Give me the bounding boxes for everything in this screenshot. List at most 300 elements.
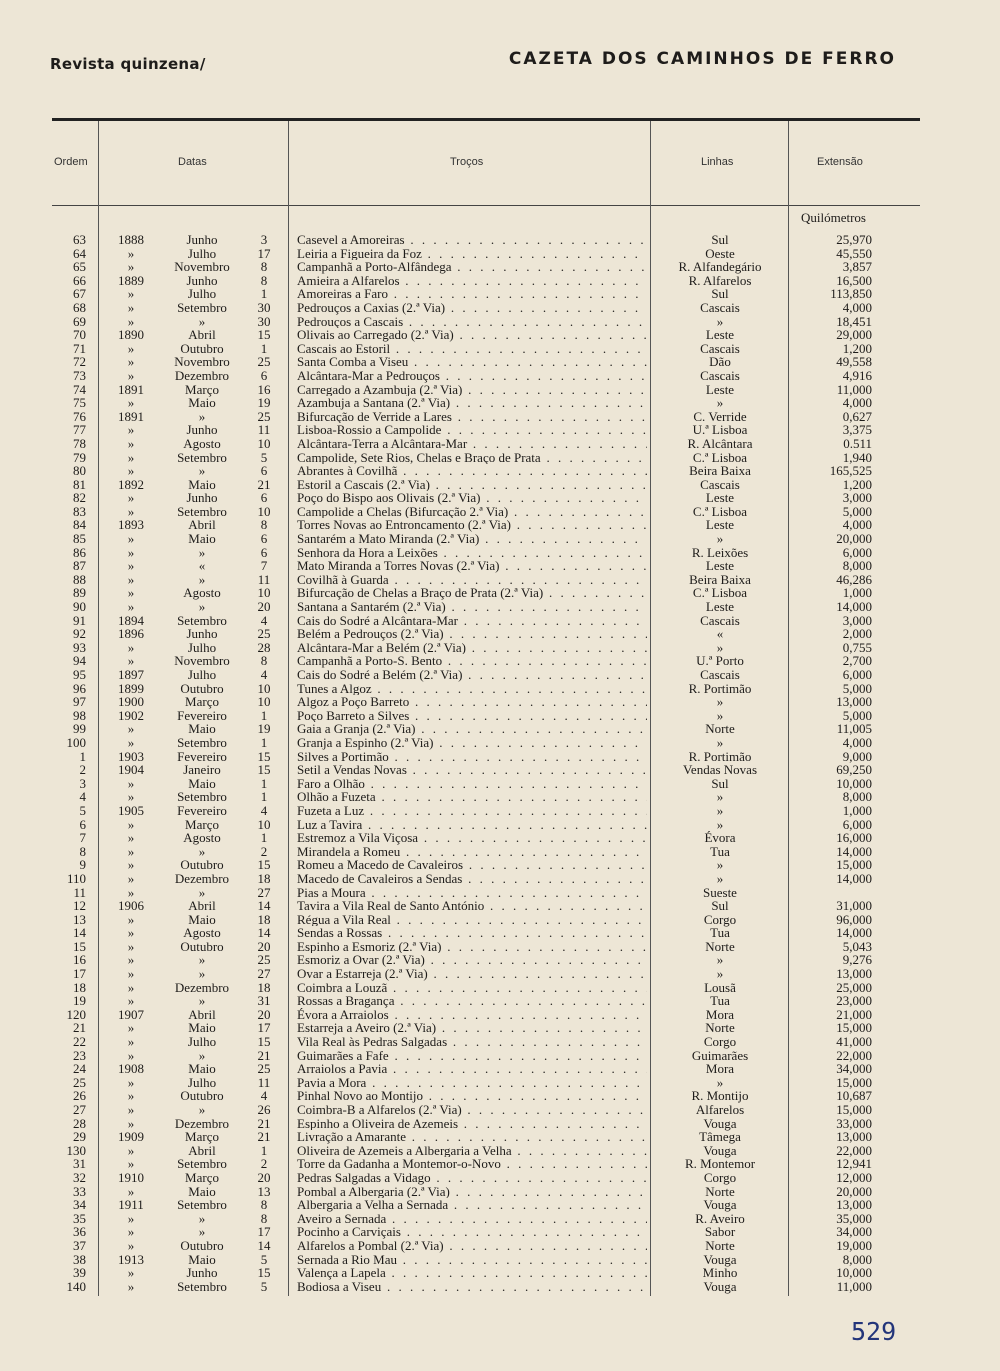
row-ordem: 85 [73, 531, 86, 547]
row-linha: Cascais [700, 340, 740, 356]
table-row [0, 451, 1000, 465]
row-mes: Abril [188, 1006, 216, 1022]
row-dia: 30 [257, 313, 271, 329]
row-dia: 8 [260, 517, 268, 533]
row-ano: » [127, 354, 135, 370]
row-mes: Novembro [174, 259, 230, 275]
row-ordem: 33 [73, 1183, 86, 1199]
row-mes: Abril [188, 1142, 216, 1158]
row-ordem: 4 [79, 789, 86, 805]
row-extensao: 3,000 [842, 490, 872, 506]
row-ano: 1893 [118, 517, 144, 533]
row-mes: » [198, 966, 206, 982]
row-extensao: 4,000 [842, 395, 872, 411]
row-ano: » [127, 490, 135, 506]
row-linha: Norte [705, 721, 735, 737]
row-ordem: 130 [66, 1142, 86, 1158]
row-linha: Leste [705, 381, 735, 397]
row-extensao: 113,850 [830, 286, 872, 302]
row-mes: » [198, 884, 206, 900]
row-ano: » [127, 367, 135, 383]
row-ordem: 12 [73, 898, 86, 914]
row-mes: Abril [188, 517, 216, 533]
row-troco: Pinhal Novo ao Montijo . . . [297, 1089, 647, 1103]
row-dia: 25 [257, 408, 271, 424]
row-linha: R. Alfarelos [688, 272, 752, 288]
row-mes: Outubro [180, 1088, 224, 1104]
row-dia: 1 [260, 286, 268, 302]
row-dia: 10 [257, 503, 271, 519]
table-row [0, 1171, 1000, 1185]
row-mes: Julho [187, 1074, 217, 1090]
row-troco: Campolide, Sete Rios, Chelas e Braço de Prata . . . [297, 451, 647, 465]
row-ordem: 17 [73, 966, 86, 982]
row-mes: Março [185, 1129, 219, 1145]
row-extensao: 11,000 [836, 381, 872, 397]
row-linha: Vouga [703, 1142, 737, 1158]
row-extensao: 96,000 [836, 911, 872, 927]
row-mes: Junho [186, 272, 218, 288]
table-row [0, 1130, 1000, 1144]
row-extensao: 25,970 [836, 232, 872, 247]
row-dia: 4 [260, 612, 268, 628]
row-troco: Bifurcação de Chelas a Braço de Prata (2.ª Via) . . . [297, 586, 647, 600]
row-linha: » [716, 1074, 724, 1090]
row-extensao: 13,000 [836, 694, 872, 710]
row-ordem: 38 [73, 1251, 86, 1267]
unit-label: Quilómetros [801, 210, 866, 225]
row-mes: « [198, 558, 206, 574]
row-extensao: 69,250 [836, 762, 872, 778]
journal-title: CAZETA DOS CAMINHOS DE FERRO [508, 49, 896, 69]
row-extensao: 45,550 [836, 245, 872, 261]
row-troco: Setil a Vendas Novas . . . [297, 763, 647, 777]
row-ano: » [127, 966, 135, 982]
row-mes: » [198, 1210, 206, 1226]
row-ordem: 76 [73, 408, 86, 424]
row-ordem: 34 [73, 1197, 86, 1213]
row-dia: 5 [260, 1278, 268, 1294]
row-linha: C.ª Lisboa [692, 585, 748, 601]
row-extensao: 10,000 [836, 1265, 872, 1281]
row-ordem: 97 [73, 694, 86, 710]
row-ano: » [127, 571, 135, 587]
row-extensao: 23,000 [836, 993, 872, 1009]
row-extensao: 13,000 [836, 966, 872, 982]
row-ordem: 68 [73, 299, 86, 315]
row-linha: » [716, 952, 724, 968]
table-row [0, 1280, 1000, 1294]
row-ano: » [127, 843, 135, 859]
table-row [0, 1266, 1000, 1280]
row-extensao: 4,000 [842, 517, 872, 533]
row-linha: Cascais [700, 667, 740, 682]
row-ano: » [127, 1265, 135, 1281]
row-troco: Pedrouços a Caxias (2.ª Via) . . . [297, 301, 647, 315]
row-troco: Campanhã a Porto-Alfândega . . . [297, 260, 647, 274]
row-troco: Poço Barreto a Silves . . . [297, 709, 647, 723]
row-extensao: 1,200 [842, 476, 872, 492]
row-linha: » [716, 639, 724, 655]
row-troco: Espinho a Esmoriz (2.ª Via) . . . [297, 940, 647, 954]
row-mes: Junho [186, 1265, 218, 1281]
row-ano: » [127, 884, 135, 900]
row-troco: Albergaria a Velha a Sernada . . . [297, 1198, 647, 1212]
row-troco: Pedrouços a Cascais . . . [297, 315, 647, 329]
row-ano: 1908 [118, 1061, 144, 1077]
row-extensao: 20,000 [836, 1183, 872, 1199]
table-row [0, 668, 1000, 682]
row-dia: 10 [257, 694, 271, 710]
row-linha: Corgo [703, 911, 737, 927]
row-mes: Dezembro [174, 1115, 230, 1131]
table-row [0, 532, 1000, 546]
row-extensao: 15,000 [836, 1020, 872, 1036]
row-dia: 16 [257, 381, 271, 397]
railway-table-body [0, 233, 1000, 1293]
table-row [0, 899, 1000, 913]
row-ordem: 93 [73, 639, 86, 655]
row-ano: 1905 [118, 802, 144, 818]
row-mes: Agosto [183, 435, 221, 451]
row-ano: » [127, 857, 135, 873]
row-extensao: 18,451 [836, 313, 872, 329]
row-extensao: 5,000 [842, 503, 872, 519]
table-row [0, 913, 1000, 927]
row-troco: Pocinho a Carviçais . . . [297, 1225, 647, 1239]
row-extensao: 4,000 [842, 734, 872, 750]
row-ordem: 64 [73, 245, 86, 261]
row-linha: Sul [711, 286, 729, 302]
row-troco: Tavira a Vila Real de Santo António . . . [297, 899, 647, 913]
row-linha: Mora [705, 1006, 735, 1022]
row-troco: Torre da Gadanha a Montemor-o-Novo . . . [297, 1157, 647, 1171]
row-ano: » [127, 952, 135, 968]
row-dia: 6 [260, 367, 268, 383]
row-ano: » [127, 1278, 135, 1294]
row-linha: Alfarelos [695, 1102, 745, 1117]
row-mes: Fevereiro [177, 802, 227, 818]
row-ano: » [127, 1183, 135, 1199]
row-extensao: 20,000 [836, 531, 872, 547]
row-ordem: 6 [79, 816, 86, 832]
row-dia: 25 [257, 354, 271, 370]
row-ordem: 14 [73, 925, 86, 941]
row-ordem: 71 [73, 340, 86, 356]
row-extensao: 9,000 [842, 748, 872, 764]
row-ano: 1889 [118, 272, 144, 288]
row-dia: 25 [257, 1061, 271, 1077]
row-ordem: 35 [73, 1210, 86, 1226]
row-linha: Mora [705, 1061, 735, 1077]
row-extensao: 3,000 [842, 612, 872, 628]
table-row [0, 287, 1000, 301]
row-dia: 18 [257, 979, 271, 995]
row-dia: 17 [257, 1224, 271, 1240]
row-linha: Sabor [704, 1224, 736, 1240]
row-extensao: 14,000 [836, 843, 872, 859]
row-extensao: 8,000 [842, 558, 872, 574]
row-ordem: 24 [73, 1061, 86, 1077]
row-ordem: 83 [73, 503, 86, 519]
row-ano: » [127, 531, 135, 547]
table-row [0, 1157, 1000, 1171]
row-ordem: 120 [66, 1006, 86, 1022]
row-troco: Azambuja a Santana (2.ª Via) . . . [297, 396, 647, 410]
table-row [0, 600, 1000, 614]
row-extensao: 15,000 [836, 1074, 872, 1090]
row-dia: 25 [257, 952, 271, 968]
row-mes: » [198, 843, 206, 859]
row-linha: Tua [710, 843, 730, 859]
row-mes: Outubro [180, 857, 224, 873]
row-troco: Covilhã à Guarda . . . [297, 573, 647, 587]
row-ano: 1904 [118, 762, 144, 778]
row-extensao: 21,000 [836, 1006, 872, 1022]
table-row [0, 464, 1000, 478]
row-extensao: 15,000 [836, 1102, 872, 1117]
row-ano: » [127, 911, 135, 927]
row-ano: 1906 [118, 898, 144, 914]
table-row [0, 505, 1000, 519]
row-linha: Corgo [703, 1034, 737, 1050]
row-ano: 1909 [118, 1129, 144, 1145]
row-mes: Outubro [180, 1237, 224, 1253]
row-dia: 31 [257, 993, 271, 1009]
row-extensao: 19,000 [836, 1237, 872, 1253]
row-extensao: 6,000 [842, 816, 872, 832]
row-troco: Rossas a Bragança . . . [297, 994, 647, 1008]
row-troco: Espinho a Oliveira de Azemeis . . . [297, 1117, 647, 1131]
row-ordem: 63 [73, 232, 86, 247]
row-ordem: 13 [73, 911, 86, 927]
row-extensao: 4,916 [842, 367, 872, 383]
row-ordem: 88 [73, 571, 86, 587]
row-extensao: 1,000 [842, 802, 872, 818]
row-mes: Setembro [177, 1156, 227, 1172]
row-dia: 20 [257, 1006, 271, 1022]
row-dia: 10 [257, 680, 271, 696]
row-dia: 6 [260, 463, 268, 479]
row-ano: » [127, 1034, 135, 1050]
row-extensao: 5,000 [842, 680, 872, 696]
row-ano: 1894 [118, 612, 144, 628]
row-mes: Outubro [180, 340, 224, 356]
row-ordem: 2 [79, 762, 86, 778]
row-linha: R. Aveiro [695, 1210, 745, 1226]
row-ano: » [127, 1224, 135, 1240]
row-linha: Évora [704, 830, 736, 846]
row-troco: Vila Real às Pedras Salgadas . . . [297, 1035, 647, 1049]
header-extensao: Extensão [817, 156, 863, 168]
row-mes: Outubro [180, 938, 224, 954]
row-dia: 13 [257, 1183, 271, 1199]
row-ano: 1911 [118, 1197, 144, 1213]
row-linha: Vouga [703, 1197, 737, 1213]
row-troco: Torres Novas ao Entroncamento (2.ª Via) . . . [297, 518, 647, 532]
row-troco: Estremoz a Vila Viçosa . . . [297, 831, 647, 845]
row-dia: 4 [260, 1088, 268, 1104]
row-linha: » [716, 395, 724, 411]
row-dia: 18 [257, 911, 271, 927]
row-ordem: 1 [79, 748, 86, 764]
table-row [0, 790, 1000, 804]
row-troco: Granja a Espinho (2.ª Via) . . . [297, 736, 647, 750]
row-mes: Junho [186, 626, 218, 642]
table-row [0, 1008, 1000, 1022]
row-extensao: 13,000 [836, 1129, 872, 1145]
row-ano: » [127, 286, 135, 302]
row-extensao: 16,000 [836, 830, 872, 846]
table-row [0, 423, 1000, 437]
row-troco: Olhão a Fuzeta . . . [297, 790, 647, 804]
row-extensao: 11,005 [836, 721, 872, 737]
row-dia: 20 [257, 938, 271, 954]
row-mes: » [198, 1224, 206, 1240]
row-troco: Coimbra-B a Alfarelos (2.ª Via) . . . [297, 1103, 647, 1117]
row-mes: Novembro [174, 354, 230, 370]
row-mes: » [198, 313, 206, 329]
table-row [0, 315, 1000, 329]
row-extensao: 12,941 [836, 1156, 872, 1172]
row-mes: Janeiro [183, 762, 221, 778]
row-ano: 1890 [118, 327, 144, 343]
row-extensao: 5,043 [842, 938, 872, 954]
row-ordem: 98 [73, 707, 86, 723]
table-row [0, 1225, 1000, 1239]
row-dia: 11 [257, 422, 271, 438]
row-ano: 1907 [118, 1006, 144, 1022]
row-ordem: 110 [66, 870, 86, 886]
row-extensao: 16,500 [836, 272, 872, 288]
row-troco: Carregado a Azambuja (2.ª Via) . . . [297, 383, 647, 397]
row-mes: Dezembro [174, 979, 230, 995]
row-ano: » [127, 1102, 135, 1117]
row-extensao: 33,000 [836, 1115, 872, 1131]
row-troco: Abrantes à Covilhã . . . [297, 464, 647, 478]
row-troco: Algoz a Poço Barreto . . . [297, 695, 647, 709]
row-ano: » [127, 938, 135, 954]
row-ordem: 81 [73, 476, 86, 492]
row-ano: » [127, 993, 135, 1009]
row-extensao: 14,000 [836, 599, 872, 615]
row-dia: 27 [257, 966, 271, 982]
row-troco: Olivais ao Carregado (2.ª Via) . . . [297, 328, 647, 342]
row-linha: R. Portimão [688, 680, 752, 696]
table-row [0, 709, 1000, 723]
row-ano: » [127, 1088, 135, 1104]
row-ordem: 73 [73, 367, 86, 383]
row-troco: Silves a Portimão . . . [297, 750, 647, 764]
row-troco: Leiria a Figueira da Foz . . . [297, 247, 647, 261]
row-mes: Maio [188, 1251, 216, 1267]
table-row [0, 1212, 1000, 1226]
row-mes: » [198, 1047, 206, 1063]
row-extensao: 5,000 [842, 707, 872, 723]
row-extensao: 10,687 [836, 1088, 872, 1104]
row-ordem: 69 [73, 313, 86, 329]
row-troco: Alcântara-Mar a Pedrouços . . . [297, 369, 647, 383]
row-mes: Abril [188, 898, 216, 914]
row-linha: Minho [702, 1265, 738, 1281]
row-mes: Junho [186, 422, 218, 438]
page-number: 529 [851, 1317, 897, 1346]
row-ano: » [127, 870, 135, 886]
row-troco: Coimbra a Louzã . . . [297, 981, 647, 995]
row-ordem: 94 [73, 653, 86, 669]
row-ordem: 74 [73, 381, 86, 397]
row-ordem: 11 [73, 884, 86, 900]
row-linha: Norte [705, 1183, 735, 1199]
row-linha: Tâmega [699, 1129, 741, 1145]
row-extensao: 14,000 [836, 925, 872, 941]
row-dia: 4 [260, 667, 268, 682]
row-ordem: 99 [73, 721, 86, 737]
table-row [0, 1076, 1000, 1090]
row-linha: » [716, 870, 724, 886]
row-ano: » [127, 463, 135, 479]
table-row [0, 383, 1000, 397]
row-dia: 14 [257, 1237, 271, 1253]
table-row [0, 410, 1000, 424]
row-dia: 3 [260, 232, 268, 247]
row-troco: Livração a Amarante . . . [297, 1130, 647, 1144]
row-mes: Março [185, 816, 219, 832]
row-ordem: 26 [73, 1088, 86, 1104]
table-row [0, 518, 1000, 532]
row-dia: 7 [260, 558, 268, 574]
row-extensao: 49,558 [836, 354, 872, 370]
row-dia: 11 [257, 571, 271, 587]
row-ano: » [127, 1237, 135, 1253]
row-extensao: 6,000 [842, 667, 872, 682]
row-ordem: 72 [73, 354, 86, 370]
row-troco: Pavia a Mora . . . [297, 1076, 647, 1090]
row-ordem: 37 [73, 1237, 86, 1253]
table-row [0, 777, 1000, 791]
row-linha: Norte [705, 1237, 735, 1253]
row-linha: R. Leixões [691, 544, 749, 560]
table-row [0, 1185, 1000, 1199]
row-extensao: 29,000 [836, 327, 872, 343]
row-troco: Belém a Pedrouços (2.ª Via) . . . [297, 627, 647, 641]
row-dia: 14 [257, 898, 271, 914]
row-dia: 20 [257, 599, 271, 615]
table-row [0, 437, 1000, 451]
row-troco: Pombal a Albergaria (2.ª Via) . . . [297, 1185, 647, 1199]
row-mes: Março [185, 694, 219, 710]
row-ordem: 84 [73, 517, 86, 533]
row-mes: Julho [187, 639, 217, 655]
row-troco: Valença a Lapela . . . [297, 1266, 647, 1280]
row-troco: Pias a Moura . . . [297, 886, 647, 900]
row-extensao: 46,286 [836, 571, 872, 587]
row-mes: » [198, 952, 206, 968]
table-row [0, 1253, 1000, 1267]
row-dia: 8 [260, 653, 268, 669]
table-row [0, 763, 1000, 777]
row-ordem: 77 [73, 422, 86, 438]
row-dia: 30 [257, 299, 271, 315]
row-troco: Alfarelos a Pombal (2.ª Via) . . . [297, 1239, 647, 1253]
row-linha: » [716, 734, 724, 750]
row-dia: 18 [257, 870, 271, 886]
row-mes: Agosto [183, 585, 221, 601]
row-linha: R. Alfandegário [678, 259, 762, 275]
row-dia: 27 [257, 884, 271, 900]
row-troco: Cais do Sodré a Belém (2.ª Via) . . . [297, 668, 647, 682]
row-extensao: 12,000 [836, 1169, 872, 1185]
